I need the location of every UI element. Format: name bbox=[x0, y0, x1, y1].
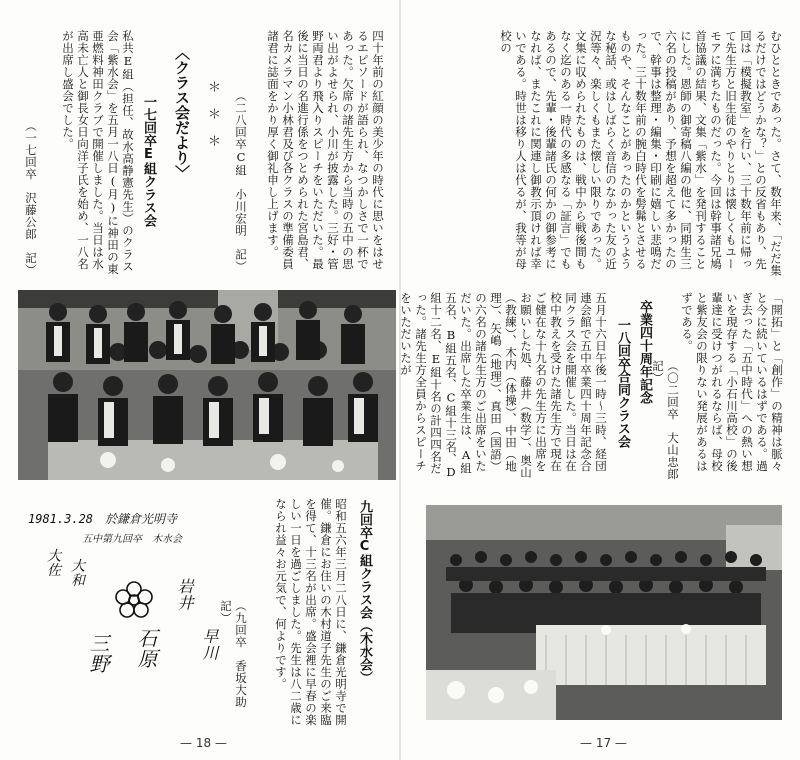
right-story-continuation: 「開拓」と「創作」の精神は脈々と今に続いているはずである。過ぎ去った「五中時代」への熱い想いを現存する「小石川高校」の後輩達に受けつがれるならば、母校と紫友会の限りない発展があるはずである。 bbox=[680, 292, 784, 472]
autograph-name-3: 大佐 bbox=[45, 548, 61, 577]
stars-separator: ＊ ＊ ＊ bbox=[205, 80, 220, 148]
anniv-banquet-photo bbox=[426, 505, 782, 720]
flower-crest-icon bbox=[114, 580, 154, 620]
page-gutter bbox=[399, 0, 401, 760]
section-title: 〈クラス会だより〉 bbox=[173, 45, 191, 180]
class-e-group-photo bbox=[18, 290, 396, 480]
left-top-story-body: 四十年前の紅顔の美少年の時代に思いをはせるエピソードが語られ、なつかしさで一杯であった。欠席の諸先生方から当時の五中の思い出がよせられ、小川が披露した。三好・管野両君より飛入りスピーチをいただいた。最後に当日の名進行係をつとめられた宮島君、名カメラマン小林君及び各クラスの準備委員諸君に誌面をかり厚く御礼申し上げます。 bbox=[266, 30, 385, 270]
autograph-group: 五中第九回卒 木水会 bbox=[82, 534, 182, 545]
autograph-panel bbox=[22, 508, 222, 728]
anniv-body: 五月十六日午後一時〜三時、経団連会館で五中卒業四十周年記念合同クラス会を開催した。当日は在校中教えを受けた諸先生方で現在ご健在な十九名の先生方に出席をお願いした処、藤井（数学）、奥山（教練）、木内（体操）、中田（地理）、矢嶋（地理）、真田（国語）の六名の諸先生方のご出席をいただいた。出席した卒業生は、A組五名、B組五名、C組十三名、D組十二名、E組十名の計四四名だった。諸先生方全員からスピーチをいただいたが bbox=[399, 292, 608, 480]
right-top-story-body: むひとときであった。さて、数年来、「だだ集るだけではどうかな？」との反省もあり、先回は「模擬教室」を行い、三十数年前に帰って先生方と旧生徒のやりとりは懐しくもユーモアに満ちたものだった。今回は幹事諸兄鳩首協議の結果、文集「紫水」を発刊することにした。恩師の御寄稿八編の他に、同期生三六名の投稿があり、予想を超えて多かったので、幹事は整理・編集・印刷に嬉しい悲鳴だった。三十数年前の腕白時代を髣髴とさせるものや、そんなことがあったのかというような秘話、或はしばらく音信のなかった友の近況等々、楽しくもまた懐しい限りであった。文集に収められたものは、戦中から戦後間もなく迄のある一時代の多感なる「証言」でもあるので、先輩・後輩諸氏の何かの御参考になれば、またこれに関連し御教示頂ければ幸いである。時世は移り人は代るが、我等が母校の bbox=[499, 30, 783, 277]
autograph-name-1: 石原 bbox=[134, 628, 158, 669]
left-top-story-signature: （二八回卒C組 小川宏明 記） bbox=[234, 90, 248, 273]
autograph-name-4: 大和 bbox=[69, 558, 85, 587]
autograph-name-2: 三野 bbox=[86, 633, 110, 674]
class-e-body: 私共E組（担任、故水高静憲先生）のクラス会「紫水会」を五月一八日(月)に神田の東亜燃料神田クラブで開催しました。当日は水高未亡人と御長女日向洋子氏を始め、一八名が出席し盛会でした。 bbox=[61, 30, 135, 275]
class-c-title: 九回卒C組クラス会（木水会） bbox=[357, 500, 372, 684]
class-e-title: 一七回卒E組クラス会 bbox=[141, 95, 156, 227]
right-story-signature: （〇二回卒 大山忠郎 記） bbox=[651, 360, 680, 492]
class-e-signature: （一七回卒 沢藤公郎 記） bbox=[24, 120, 38, 276]
class-c-body: 昭和五六年三月二八日に、鎌倉光明寺で開催。鎌倉にお住いの木村道子先生のご来臨を得て、十三名が出席。盛会裡に早春の楽しい一日を過ごしました。先生は八二歳になられ益々お元気で、何よりです。 bbox=[274, 498, 348, 726]
autograph-date: 1981.3.28 於鎌倉光明寺 bbox=[28, 512, 178, 526]
autograph-name-5: 岩井 bbox=[175, 578, 194, 611]
autograph-name-6: 早川 bbox=[200, 628, 219, 661]
anniv-title-main: 一八回卒合同クラス会 bbox=[615, 318, 630, 448]
left-page-number: — 18 — bbox=[180, 736, 227, 750]
anniv-title-small: 卒業四十周年記念 bbox=[637, 300, 652, 404]
right-page-number: — 17 — bbox=[580, 736, 627, 750]
class-c-signature: （九回卒 香坂大助 記） bbox=[219, 600, 248, 720]
